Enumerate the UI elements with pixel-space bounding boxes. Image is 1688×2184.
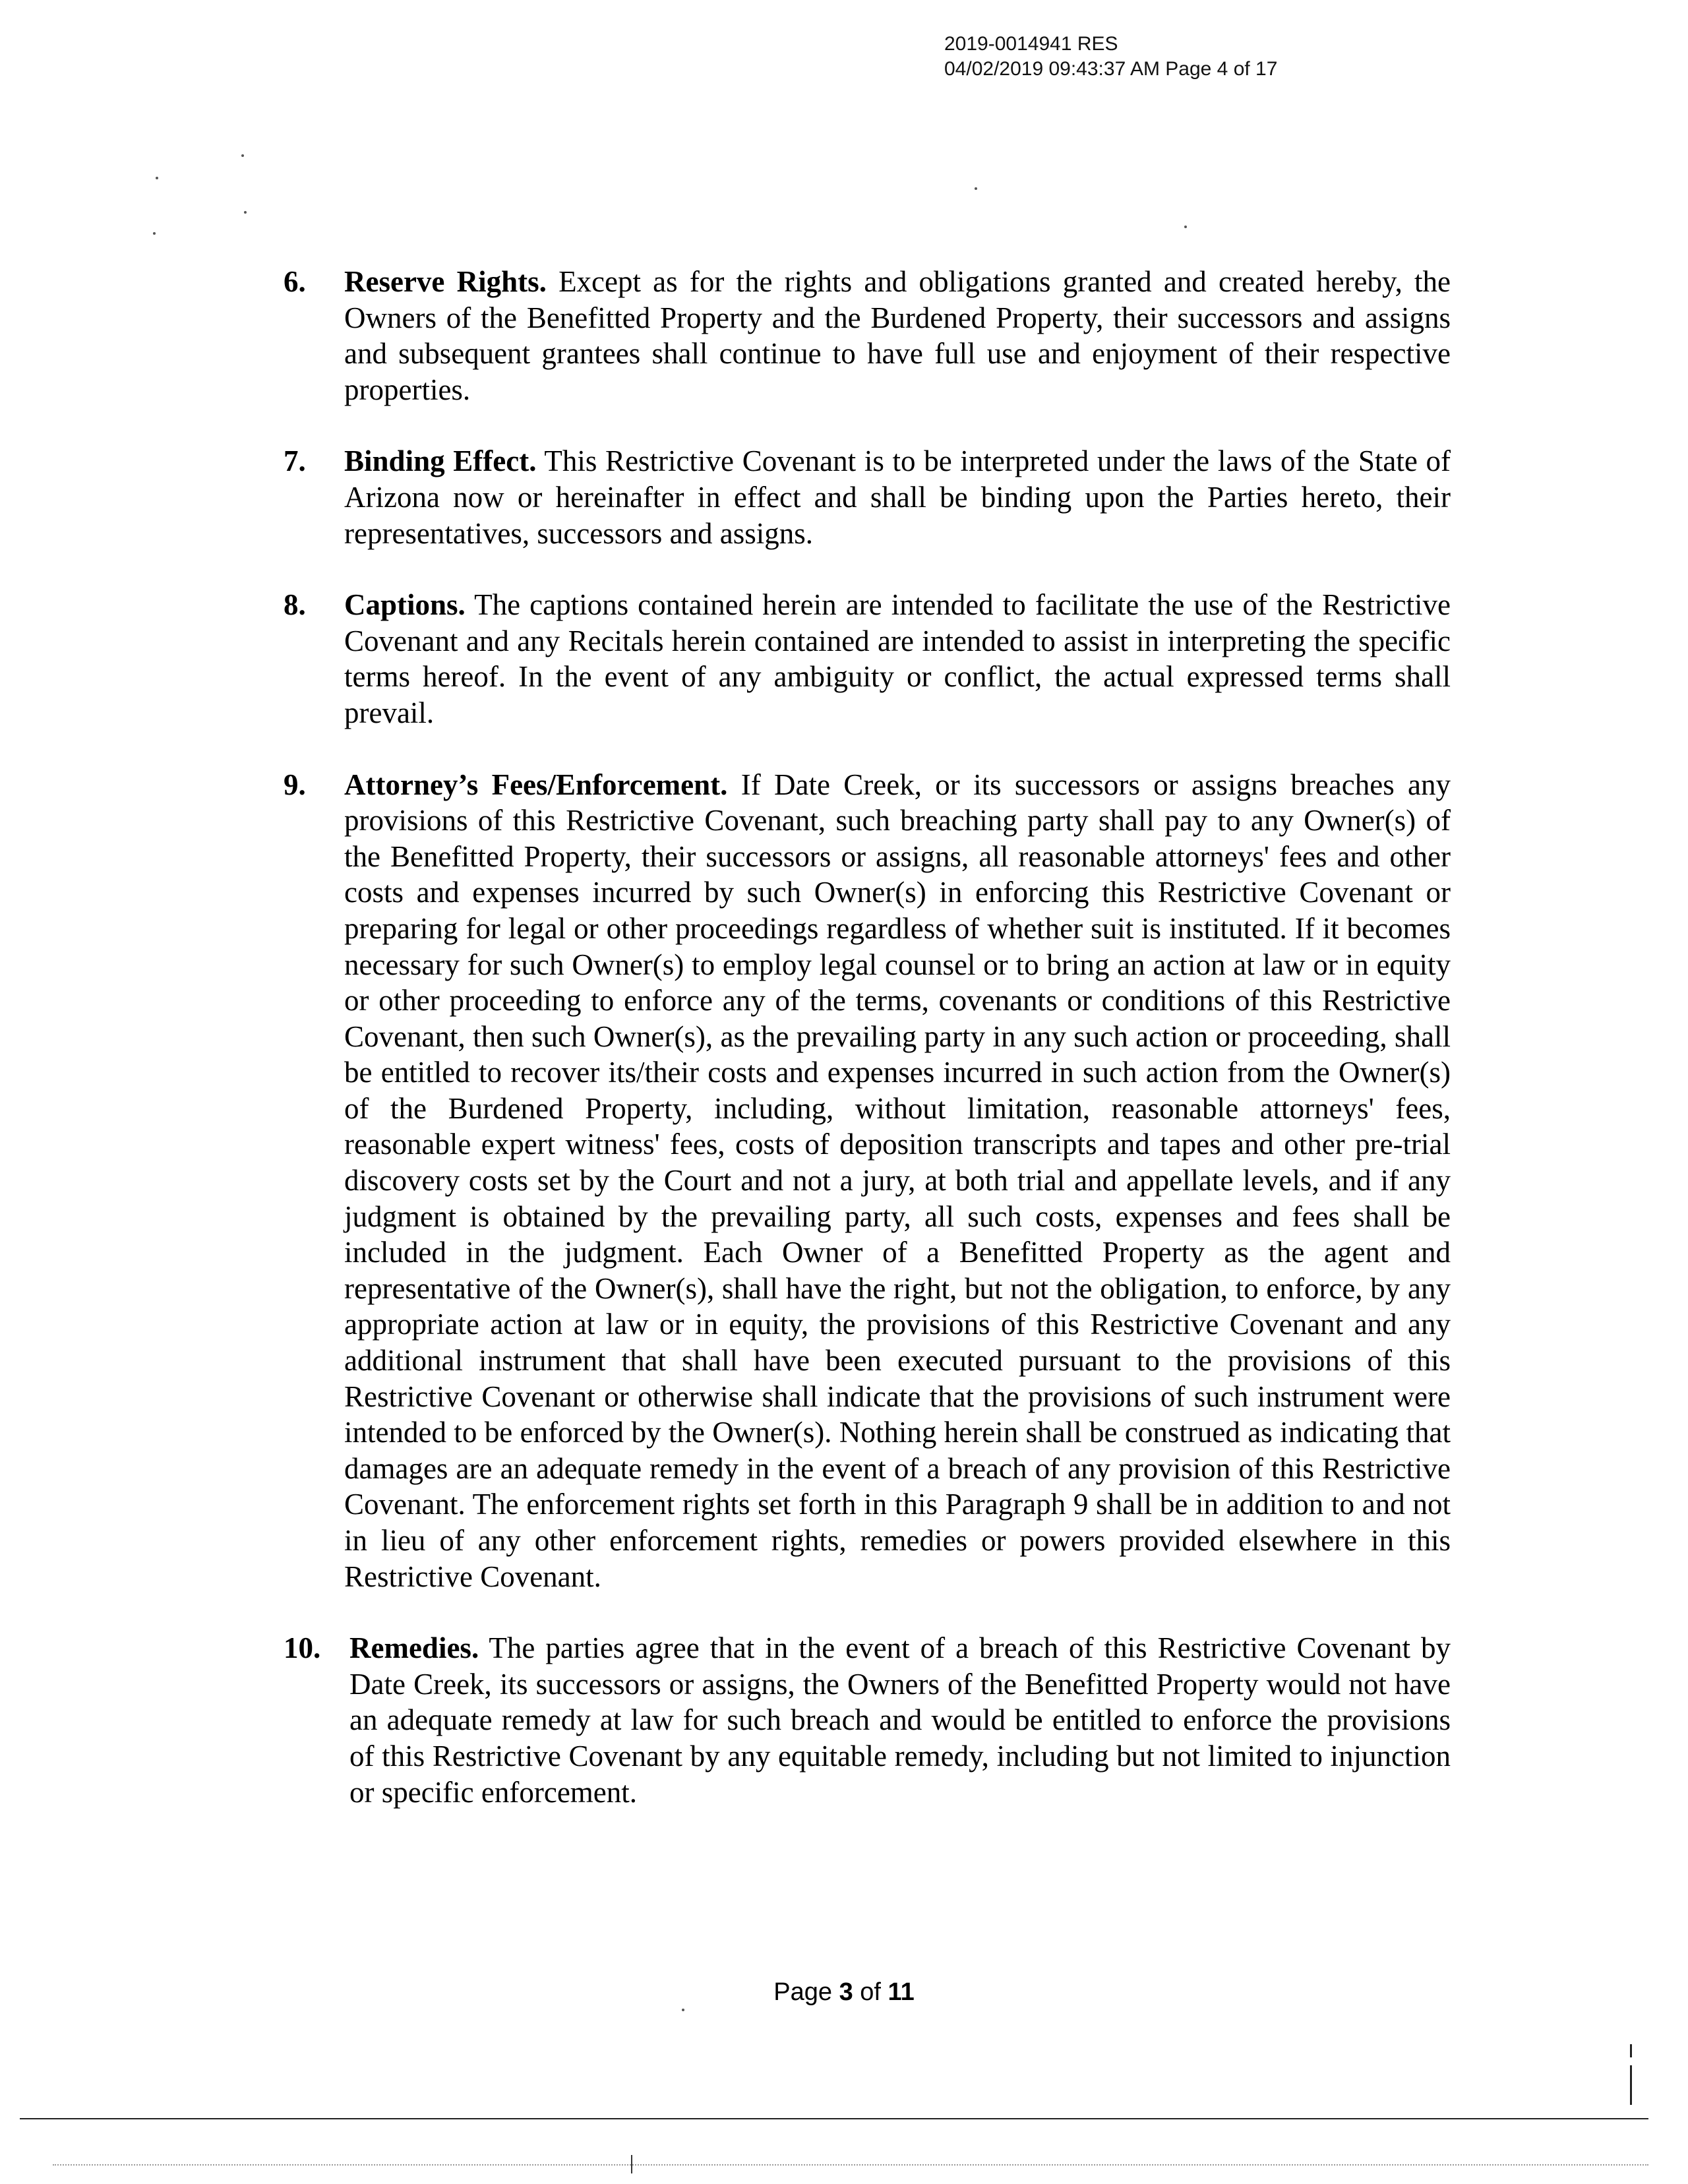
scan-artifact-line — [53, 2164, 1648, 2166]
scan-speck — [153, 232, 156, 235]
paragraph-body — [344, 587, 1451, 731]
scan-speck — [241, 154, 244, 157]
scan-speck — [156, 177, 158, 179]
scan-speck — [1184, 226, 1187, 228]
paragraph-heading: Binding Effect. — [344, 444, 537, 478]
paragraph-heading: Captions. — [344, 588, 466, 622]
page-number — [0, 1978, 1688, 2007]
page-total: 11 — [888, 1978, 915, 2006]
paragraph-attorneys-fees — [284, 767, 1451, 1595]
paragraph-text: The captions contained herein are intended to facilitate the use of the Restrictive Covenant and any Recitals herein contained are intended to assist in interpreting the specific terms hereof. In the event of any ambiguity or conflict, the actual expressed terms shall prevail. — [344, 588, 1451, 729]
document-body — [284, 264, 1451, 1846]
paragraph-captions — [284, 587, 1451, 731]
paragraph-binding-effect — [284, 443, 1451, 551]
footer-rule — [20, 2118, 1648, 2119]
paragraph-text: Except as for the rights and obligations granted and created hereby, the Owners of the Benefitted Property and the Burdened Property, their successors and assigns and subsequent grantees shall continue to have full use and enjoyment of their respective properties. — [344, 265, 1451, 406]
scan-speck — [975, 187, 977, 190]
paragraph-number: 8. — [284, 588, 306, 622]
page-label: Page — [773, 1978, 833, 2006]
scan-speck — [244, 211, 247, 214]
paragraph-body — [344, 443, 1451, 551]
paragraph-number: 6. — [284, 265, 306, 298]
scan-mark — [1630, 2044, 1632, 2057]
paragraph-reserve-rights — [284, 264, 1451, 408]
recording-number: 2019-0014941 RES — [944, 33, 1118, 55]
paragraph-heading: Attorney’s Fees/Enforcement. — [344, 768, 728, 801]
scan-mark — [631, 2155, 632, 2173]
paragraph-heading: Remedies. — [349, 1631, 479, 1665]
paragraph-number: 10. — [284, 1631, 321, 1665]
paragraph-body — [349, 1630, 1451, 1810]
paragraph-number: 9. — [284, 768, 306, 801]
paragraph-body — [344, 767, 1451, 1595]
paragraph-heading: Reserve Rights. — [344, 265, 547, 298]
scan-speck — [682, 2009, 684, 2011]
scan-mark — [1630, 2065, 1632, 2105]
paragraph-text: The parties agree that in the event of a breach of this Restrictive Covenant by Date Creek, its successors or assigns, the Owners of the Benefitted Property would not have an adequate remedy at law for such breach and would be entitled to enforce the provisions of this Restrictive Covenant by any equitable remedy, including but not limited to injunction or specific enforcement. — [349, 1631, 1451, 1809]
page-current: 3 — [839, 1978, 853, 2006]
paragraph-text: If Date Creek, or its successors or assigns breaches any provisions of this Restrictive Covenant, such breaching party shall pay to any Owner(s) of the Benefitted Property, their successors or assigns, all reasonable attorneys' fees and other costs and expenses incurred by such Owner(s) in enforcing this Restrictive Covenant or preparing for legal or other proceedings regardless of whether suit is instituted. If it becomes necessary for such Owner(s) to employ legal counsel or to bring an action at law or in equity or other proceeding to enforce any of the terms, covenants or conditions of this Restrictive Covenant, then such Owner(s), as the prevailing party in any such action or proceeding, shall be entitled to recover its/their costs and expenses incurred in such action from the Owner(s) of the Burdened Property, including, without limitation, reasonable attorneys' fees, reasonable expert witness' fees, costs of deposition transcripts and tapes and other pre-trial discovery costs set by the Court and not a jury, at both trial and appellate levels, and if any judgment is obtained by the prevailing party, all such costs, expenses and fees shall be included in the judgment. Each Owner of a Benefitted Property as the agent and representative of the Owner(s), shall have the right, but not the obligation, to enforce, by any appropriate action at law or in equity, the provisions of this Restrictive Covenant and any additional instrument that shall have been executed pursuant to the provisions of this Restrictive Covenant or otherwise shall indicate that the provisions of such instrument were intended to be enforced by the Owner(s). Nothing herein shall be construed as indicating that damages are an adequate remedy in the event of a breach of any provision of this Restrictive Covenant. The enforcement rights set forth in this Paragraph 9 shall be in addition to and not in lieu of any other enforcement rights, remedies or powers provided elsewhere in this Restrictive Covenant. — [344, 768, 1451, 1593]
paragraph-remedies — [284, 1630, 1451, 1810]
page-of: of — [860, 1978, 881, 2006]
recording-timestamp: 04/02/2019 09:43:37 AM Page 4 of 17 — [944, 58, 1278, 80]
paragraph-body — [344, 264, 1451, 408]
recording-stamp — [944, 32, 1277, 82]
paragraph-text: This Restrictive Covenant is to be interpreted under the laws of the State of Arizona now or hereinafter in effect and shall be binding upon the Parties hereto, their representatives, successors and assigns. — [344, 444, 1451, 550]
paragraph-number: 7. — [284, 444, 306, 478]
